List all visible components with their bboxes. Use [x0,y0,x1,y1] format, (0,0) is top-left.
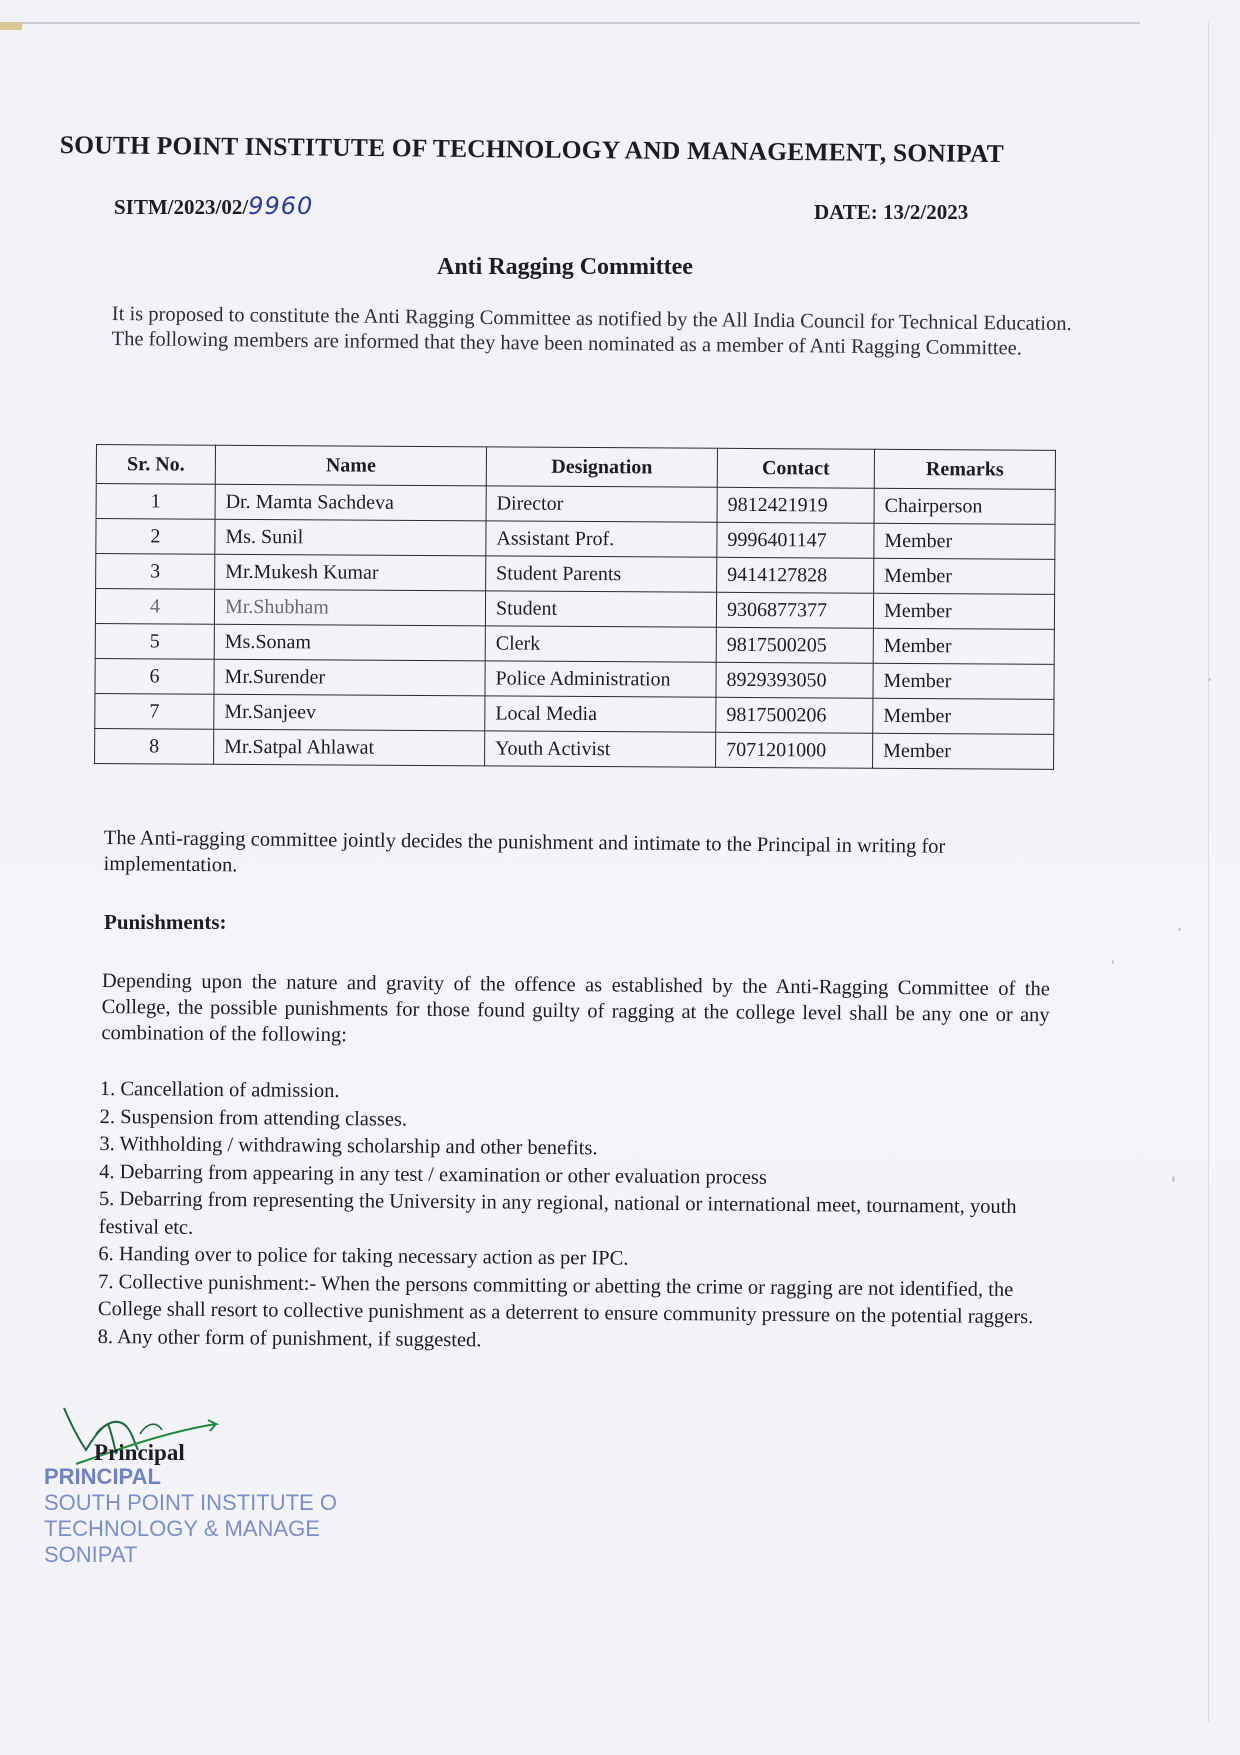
stamp-line: SOUTH POINT INSTITUTE O [44,1490,337,1515]
document-title: Anti Ragging Committee [437,254,693,280]
table-header-row [96,445,1055,490]
page-right-edge [1208,22,1209,1722]
cell-sr: 3 [96,554,215,590]
punishments-list [98,1076,1060,1359]
cell-name: Mr.Shubham [214,589,485,626]
principal-label: Principal [94,1440,185,1465]
cell-remarks: Member [873,593,1054,629]
reference-printed: SITM/2023/02/ [114,195,249,219]
header-contact: Contact [717,448,874,488]
cell-contact: 7071201000 [716,732,873,768]
scan-speck [1172,1176,1175,1182]
punishments-heading: Punishments: [104,910,227,934]
punishments-intro: Depending upon the nature and gravity of the offence as established by the Anti-Ragging Committee of the College, the possible punishments for those found guilty of ragging at the college level shall be any one or any combination of the following: [101,969,1050,1047]
reference-number [114,192,313,220]
cell-remarks: Member [873,698,1054,734]
principal-stamp [44,1464,337,1568]
cell-remarks: Member [873,733,1054,769]
committee-table-wrap [94,444,1056,770]
header-name: Name [215,445,486,486]
stamp-line: PRINCIPAL [44,1464,161,1489]
list-item: 5. Debarring from representing the University in any regional, national or international meet, tournament, youth festival etc. [98,1187,1017,1239]
cell-sr: 5 [95,623,214,659]
stamp-line: TECHNOLOGY & MANAGE [44,1516,320,1541]
scan-speck [1208,678,1211,681]
cell-sr: 8 [95,728,214,764]
reference-handwritten: 9960 [248,192,314,220]
cell-contact: 9414127828 [717,557,874,593]
cell-designation: Youth Activist [485,731,716,767]
list-item: 8. Any other form of punishment, if suggested. [97,1325,482,1351]
header-sr-no: Sr. No. [96,445,215,485]
document-date: DATE: 13/2/2023 [814,200,969,224]
cell-contact: 9817500205 [716,627,873,663]
cell-remarks: Member [873,628,1054,664]
scan-speck [1112,960,1114,964]
list-item: 3. Withholding / withdrawing scholarship and other benefits. [99,1132,598,1160]
table-row [96,484,1055,525]
list-item: 6. Handing over to police for taking necessary action as per IPC. [98,1242,629,1270]
cell-contact: 9306877377 [716,592,873,628]
cell-designation: Local Media [485,696,716,732]
header-designation: Designation [486,447,717,487]
cell-name: Ms.Sonam [214,624,485,661]
cell-name: Ms. Sunil [215,519,486,556]
cell-name: Mr.Mukesh Kumar [215,554,486,591]
cell-sr: 4 [95,589,214,625]
cell-remarks: Member [873,663,1054,699]
table-row [95,589,1054,630]
cell-sr: 7 [95,693,214,729]
cell-remarks: Member [874,523,1055,559]
cell-designation: Police Administration [485,661,716,697]
table-row [95,658,1054,699]
cell-sr: 2 [96,519,215,555]
committee-decision-paragraph: The Anti-ragging committee jointly decides the punishment and intimate to the Principal in writing for implementation. [103,826,946,877]
scan-speck [1178,928,1181,931]
list-item: 1. Cancellation of admission. [99,1077,340,1103]
cell-contact: 8929393050 [716,662,873,698]
table-row [95,693,1054,734]
page-top-edge [0,22,1140,24]
list-item: 2. Suspension from attending classes. [99,1105,408,1131]
cell-designation: Director [486,486,717,522]
cell-sr: 6 [95,658,214,694]
cell-contact: 9996401147 [717,522,874,558]
stamp-line: SONIPAT [44,1542,138,1567]
cell-designation: Student [485,591,716,627]
table-row [95,728,1054,769]
cell-name: Mr.Sanjeev [214,694,485,731]
cell-sr: 1 [96,484,215,520]
cell-contact: 9812421919 [717,487,874,523]
cell-remarks: Member [874,558,1055,594]
table-row [96,554,1055,595]
table-row [96,519,1055,560]
institute-name: SOUTH POINT INSTITUTE OF TECHNOLOGY AND MANAGEMENT, SONIPAT [59,130,1005,169]
header-remarks: Remarks [874,449,1055,489]
cell-name: Mr.Surender [214,659,485,696]
cell-name: Dr. Mamta Sachdeva [215,484,486,521]
cell-designation: Student Parents [486,556,717,592]
cell-designation: Clerk [485,626,716,662]
list-item: 4. Debarring from appearing in any test / examination or other evaluation process [99,1160,767,1189]
cell-name: Mr.Satpal Ahlawat [214,729,485,766]
committee-table [94,444,1056,770]
table-row [95,623,1054,664]
cell-remarks: Chairperson [874,488,1055,524]
cell-contact: 9817500206 [716,697,873,733]
intro-paragraph: It is proposed to constitute the Anti Ragging Committee as notified by the All India Council for Technical Education. The following members are informed that they have been nominated as a member of Anti Ragging Committee. [111,302,1072,360]
cell-designation: Assistant Prof. [486,521,717,557]
list-item: 7. Collective punishment:- When the persons committing or abetting the crime or ragging are not identified, the College shall resort to collective punishment as a deterrent to ensure community pressure on the potential raggers. [97,1270,1034,1329]
corner-mark [0,22,22,30]
